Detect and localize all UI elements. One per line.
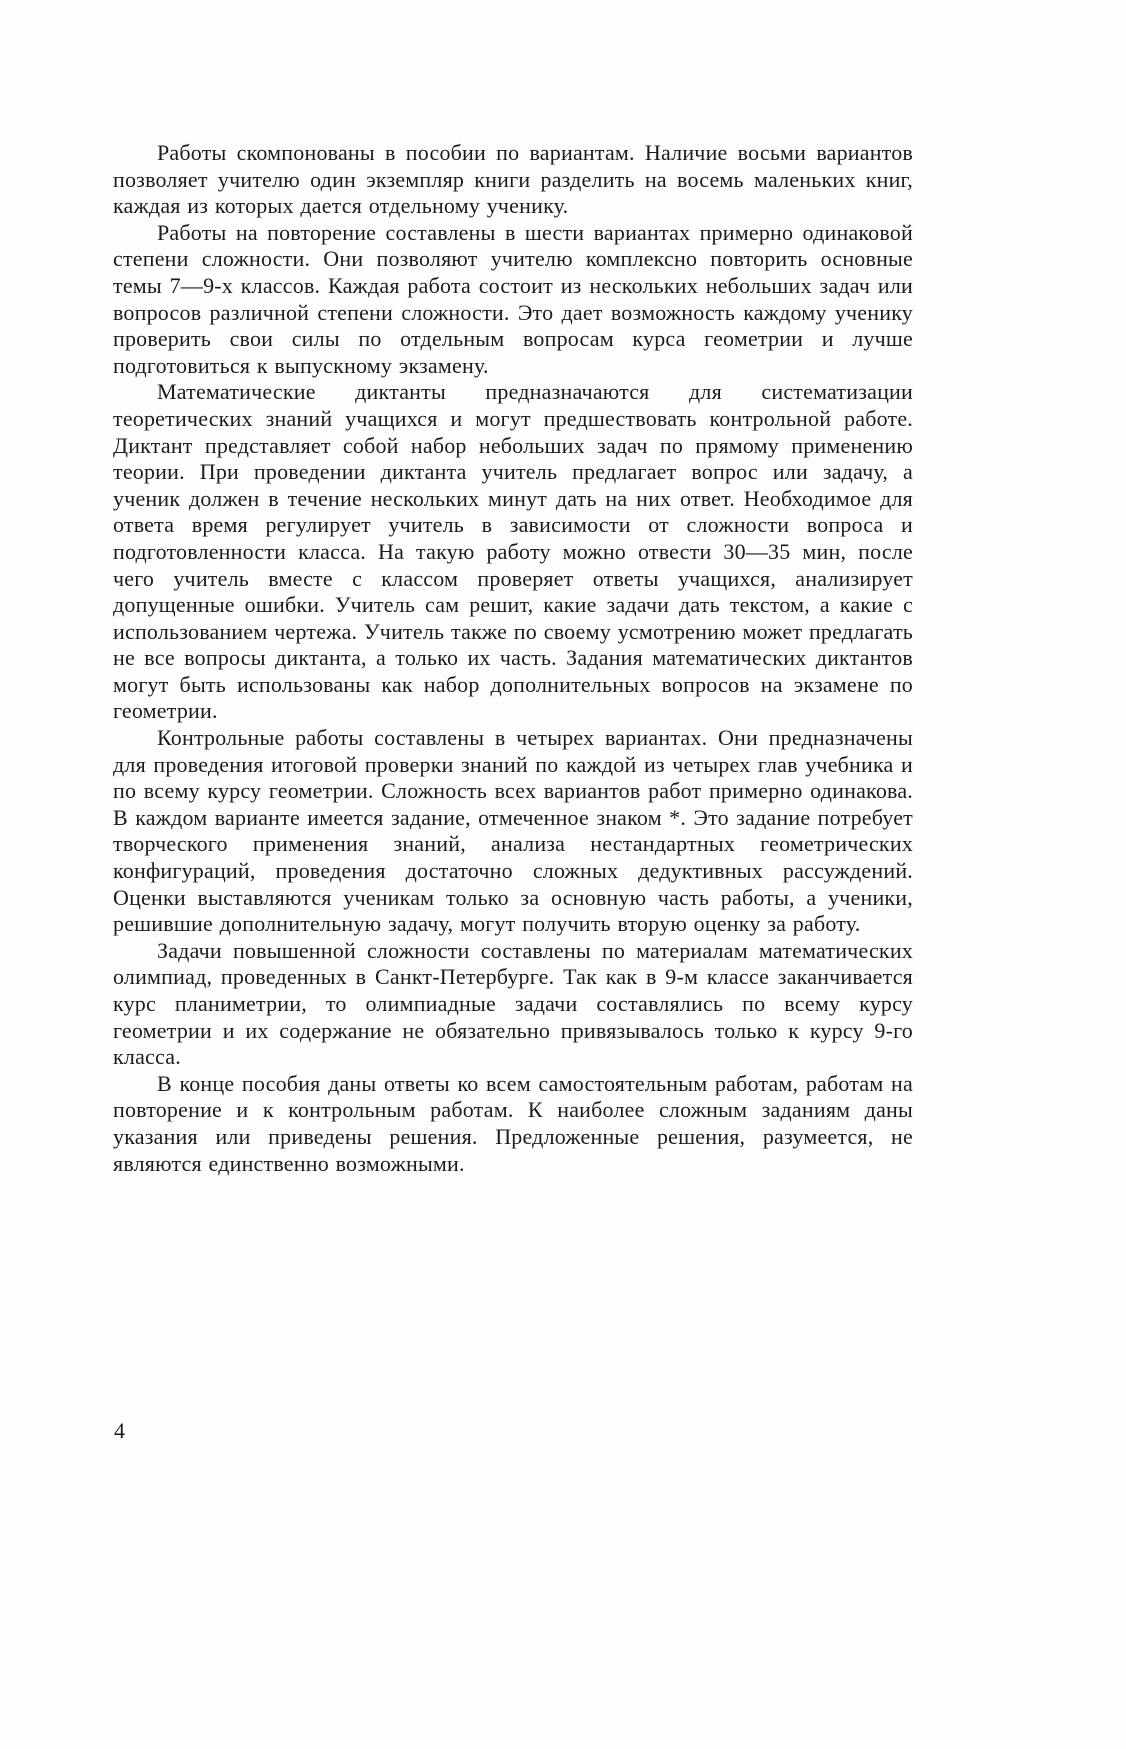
- paragraph: Контрольные работы составлены в четырех вариантах. Они предназначены для проведения итоговой проверки знаний по каждой из четырех глав учебника и по всему курсу геометрии. Сложность всех вариантов работ примерно одинакова. В каждом варианте имеется задание, отмеченное знаком *. Это задание потребует творческого применения знаний, анализа нестандартных геометрических конфигураций, проведения достаточно сложных дедуктивных рассуждений. Оценки выставляются ученикам только за основную часть работы, а ученики, решившие дополнительную задачу, могут получить вторую оценку за работу.: [113, 725, 913, 937]
- paragraph: В конце пособия даны ответы ко всем самостоятельным работам, работам на повторение и к контрольным работам. К наиболее сложным заданиям даны указания или приведены решения. Предложенные решения, разумеется, не являются единственно возможными.: [113, 1070, 913, 1176]
- paragraph: Работы скомпонованы в пособии по вариантам. Наличие восьми вариантов позволяет учителю один экземпляр книги разделить на восемь маленьких книг, каждая из которых дается отдельному ученику.: [113, 140, 913, 219]
- page-number: 4: [114, 1418, 125, 1443]
- paragraph: Задачи повышенной сложности составлены по материалам математических олимпиад, проведенных в Санкт-Петербурге. Так как в 9-м классе заканчивается курс планиметрии, то олимпиадные задачи составлялись по всему курсу геометрии и их содержание не обязательно привязывалось только к курсу 9-го класса.: [113, 937, 913, 1070]
- paragraph: Работы на повторение составлены в шести вариантах примерно одинаковой степени сложности. Они позволяют учителю комплексно повторить основные темы 7—9-х классов. Каждая работа состоит из нескольких небольших задач или вопросов различной степени сложности. Это дает возможность каждому ученику проверить свои силы по отдельным вопросам курса геометрии и лучше подготовиться к выпускному экзамену.: [113, 219, 913, 378]
- paragraph: Математические диктанты предназначаются для систематизации теоретических знаний учащихся и могут предшествовать контрольной работе. Диктант представляет собой набор небольших задач по прямому применению теории. При проведении диктанта учитель предлагает вопрос или задачу, а ученик должен в течение нескольких минут дать на них ответ. Необходимое для ответа время регулирует учитель в зависимости от сложности вопроса и подготовленности класса. На такую работу можно отвести 30—35 мин, после чего учитель вместе с классом проверяет ответы учащихся, анализирует допущенные ошибки. Учитель сам решит, какие задачи дать текстом, а какие с использованием чертежа. Учитель также по своему усмотрению может предлагать не все вопросы диктанта, а только их часть. Задания математических диктантов могут быть использованы как набор дополнительных вопросов на экзамене по геометрии.: [113, 379, 913, 724]
- page-text-block: [113, 140, 913, 1177]
